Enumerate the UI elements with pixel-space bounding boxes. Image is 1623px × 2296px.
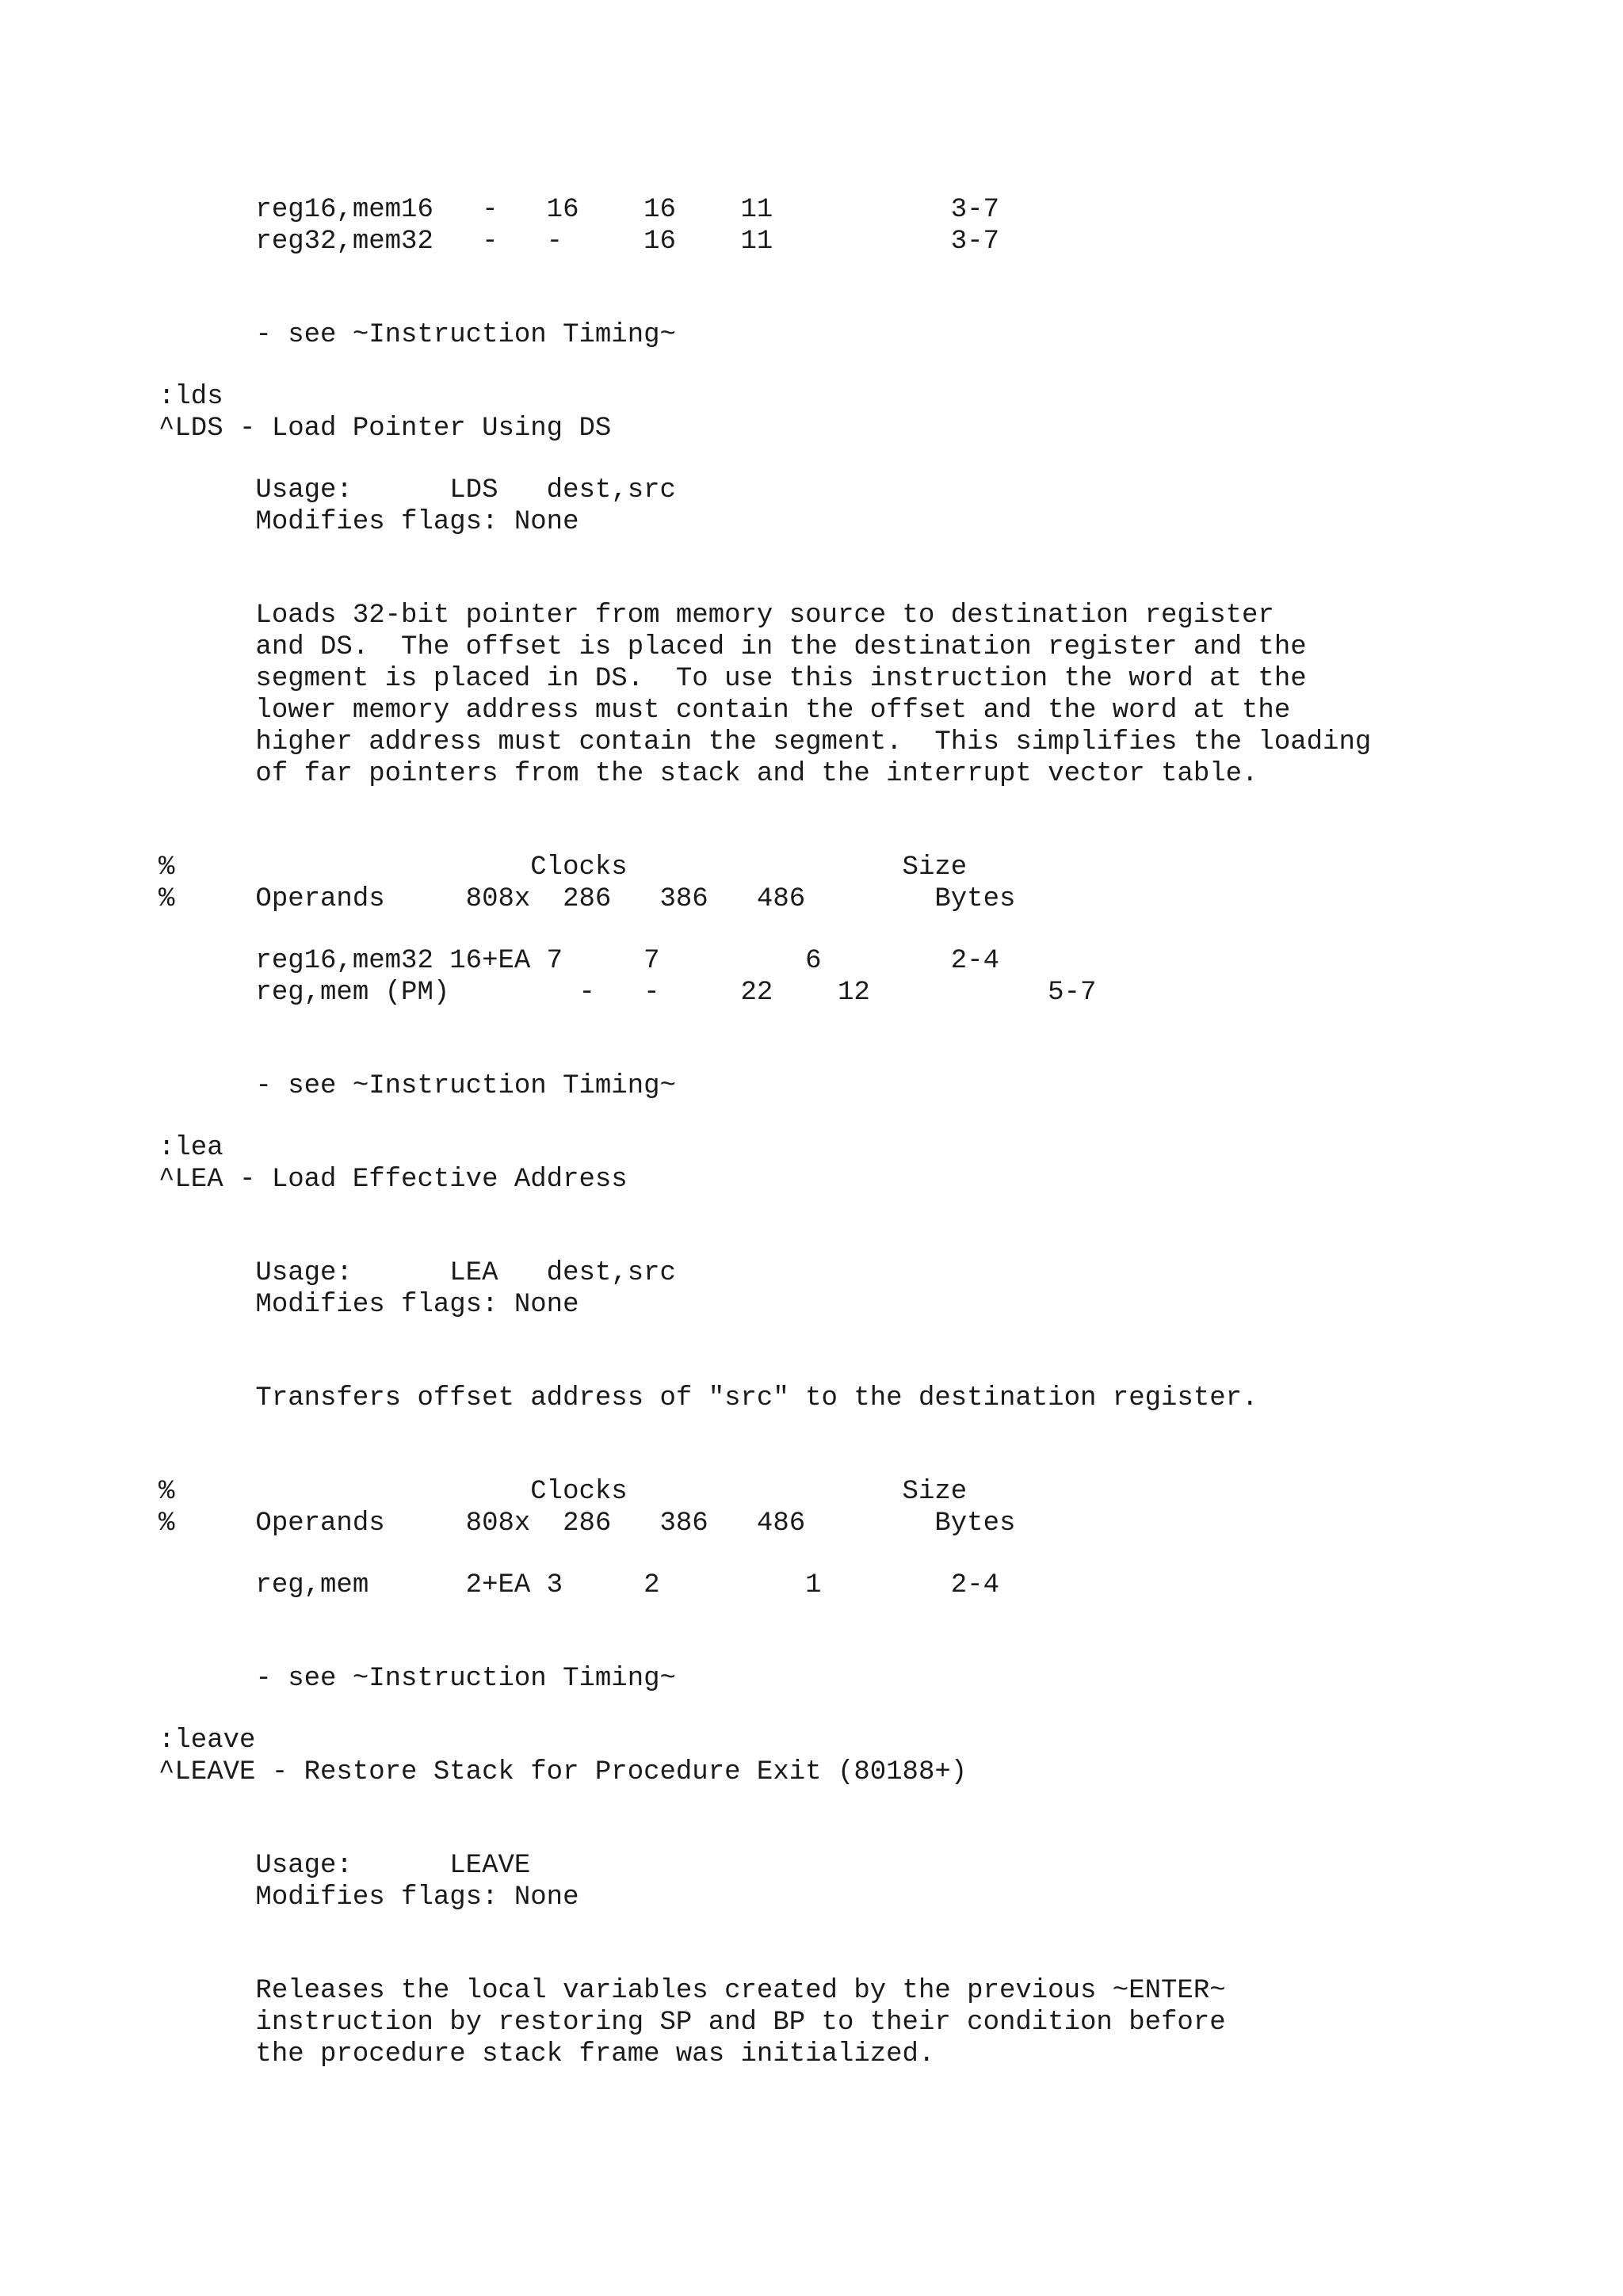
leave-description-line: Releases the local variables created by the previous ~ENTER~	[158, 1976, 1226, 2006]
lds-usage: Usage: LDS dest,src	[158, 475, 676, 505]
lds-description-line: and DS. The offset is placed in the destination register and the	[158, 632, 1307, 662]
leave-usage: Usage: LEAVE	[158, 1851, 531, 1881]
lea-heading: ^LEA - Load Effective Address	[158, 1165, 628, 1195]
timing-row-reg16-mem16: reg16,mem16 - 16 16 11 3-7	[158, 195, 999, 225]
lds-timing-row: reg16,mem32 16+EA 7 7 6 2-4	[158, 946, 999, 976]
lds-description-line: of far pointers from the stack and the interrupt vector table.	[158, 759, 1258, 789]
lds-description-line: segment is placed in DS. To use this instruction the word at the	[158, 664, 1307, 694]
timing-row-reg32-mem32: reg32,mem32 - - 16 11 3-7	[158, 227, 999, 257]
lea-timing-header-operands: % Operands 808x 286 386 486 Bytes	[158, 1508, 1016, 1539]
see-instruction-timing: - see ~Instruction Timing~	[158, 1071, 676, 1101]
lds-modifies-flags: Modifies flags: None	[158, 507, 579, 537]
lea-usage: Usage: LEA dest,src	[158, 1258, 676, 1288]
lds-timing-header-operands: % Operands 808x 286 386 486 Bytes	[158, 884, 1016, 914]
lds-description-line: higher address must contain the segment. This simplifies the loading	[158, 727, 1372, 757]
lea-modifies-flags: Modifies flags: None	[158, 1290, 579, 1320]
leave-modifies-flags: Modifies flags: None	[158, 1882, 579, 1913]
lds-timing-row: reg,mem (PM) - - 22 12 5-7	[158, 978, 1097, 1008]
lds-heading: ^LDS - Load Pointer Using DS	[158, 414, 612, 444]
lea-timing-row: reg,mem 2+EA 3 2 1 2-4	[158, 1570, 999, 1600]
lea-timing-header-clocks: % Clocks Size	[158, 1477, 968, 1507]
leave-anchor: :leave	[158, 1726, 256, 1756]
lds-description-line: lower memory address must contain the offset and the word at the	[158, 696, 1291, 726]
lds-description-line: Loads 32-bit pointer from memory source to destination register	[158, 601, 1274, 631]
see-instruction-timing: - see ~Instruction Timing~	[158, 320, 676, 350]
see-instruction-timing: - see ~Instruction Timing~	[158, 1664, 676, 1694]
lds-anchor: :lds	[158, 382, 223, 412]
leave-description-line: the procedure stack frame was initialized.	[158, 2039, 935, 2069]
lea-description-line: Transfers offset address of "src" to the destination register.	[158, 1383, 1258, 1413]
lds-timing-header-clocks: % Clocks Size	[158, 852, 968, 883]
leave-description-line: instruction by restoring SP and BP to their condition before	[158, 2008, 1226, 2038]
leave-heading: ^LEAVE - Restore Stack for Procedure Exit (80188+)	[158, 1757, 968, 1787]
lea-anchor: :lea	[158, 1133, 223, 1163]
